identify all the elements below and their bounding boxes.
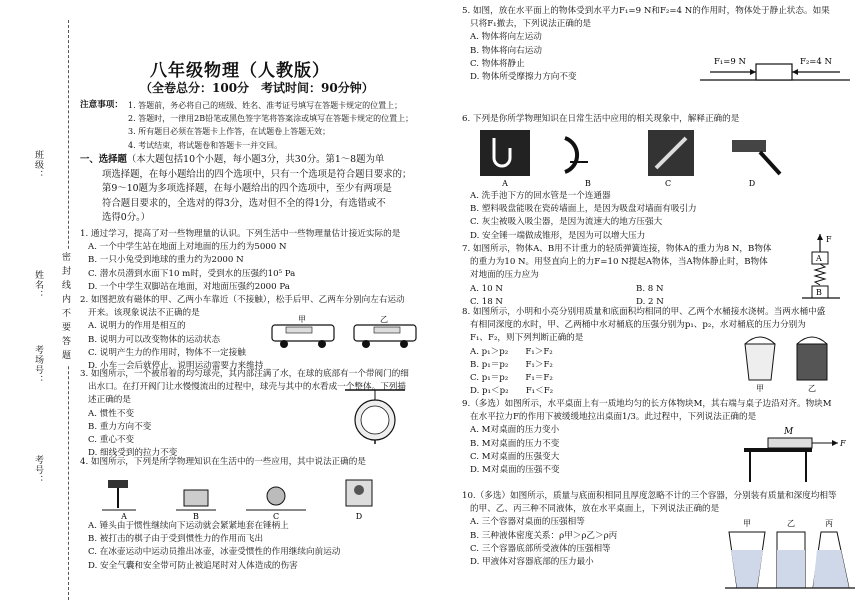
- bucket-label: 乙: [808, 384, 816, 393]
- fig-label: A: [502, 179, 508, 188]
- option: B. 一只小兔受到地球的重力约为2000 N: [88, 255, 244, 266]
- option: C. 潜水员潜到水面下10 m时，受到水的压强约10⁵ Pa: [88, 268, 296, 279]
- notice-block: [80, 99, 460, 152]
- exam-score-info: （全卷总分：100分 考试时间：90分钟）: [140, 81, 374, 95]
- section-heading: 一、选择题: [80, 154, 127, 165]
- option: A. 一个中学生站在地面上对地面的压力约为5000 N: [88, 242, 287, 253]
- question-stem: 4. 如图所示，下列是所学物理知识在生活中的一些应用，其中说法正确的是: [80, 457, 366, 467]
- option: A. p₁＞p₂ F₁＞F₂: [470, 346, 553, 357]
- fig-label: D: [355, 512, 363, 520]
- container-label: 甲: [743, 519, 751, 528]
- force-label-f1: F₁=9 N: [714, 57, 746, 67]
- option: A. 说明力的作用是相互的: [88, 321, 186, 332]
- question-stem: 1. 通过学习，提高了对一些物理量的认识。下列生活中一些物理量估计接近实际的是: [80, 229, 401, 239]
- binding-margin: [0, 0, 60, 608]
- fig-label: C: [272, 512, 280, 520]
- drain-pipe-figure: [480, 130, 530, 176]
- section-intro: 选得0分。）: [102, 212, 151, 224]
- option: C. p₁＝p₂ F₁＝F₂: [470, 373, 553, 384]
- option: D. 甲液体对容器底部的压力最小: [470, 557, 594, 568]
- option: C. 在冰壶运动中运动员推出冰壶，冰壶受惯性的作用继续向前运动: [88, 547, 341, 558]
- bucket-label: 甲: [756, 384, 764, 393]
- notice-item: 4. 考试结束，将试题卷和答题卡一并交回。: [128, 140, 283, 150]
- seal-text: 密封线内不要答题: [60, 252, 70, 364]
- question-1: [80, 228, 455, 294]
- class-label: 班级：: [33, 150, 43, 180]
- option: A. 洗手池下方的回水管是一个连通器: [470, 191, 611, 201]
- question-stem: 5. 如图，放在水平面上的物体受到水平力F₁=9 N和F₂=4 N的作用时，物体处于静止状态。如果: [462, 6, 830, 16]
- option: A. 锤头由于惯性继续向下运动就会紧紧地套在锤柄上: [88, 521, 289, 531]
- question-stem: 有相同深度的水时，甲、乙两桶中水对桶底的压强分别为p₁、p₂，水对桶底的压力分别为: [470, 320, 806, 331]
- cars-figure: [262, 313, 442, 353]
- question-stem: 在水平拉力F的作用下被缓缓地拉出桌面1/3。此过程中，下列说法正确的是: [470, 412, 757, 423]
- container-label: 丙: [825, 519, 833, 528]
- option: C. 说明产生力的作用时，物体不一定接触: [88, 347, 246, 358]
- buckets-figure: [735, 334, 845, 394]
- option: D. 小车一会后就停止，说明运动需要力来维持: [88, 361, 264, 372]
- question-stem: 6. 下列是你所学物理知识在日常生活中应用的相关现象中，解释正确的是: [462, 114, 740, 124]
- airbag-figure: [346, 480, 372, 506]
- notice-item: 1. 答题前，务必将自己的班级、姓名、准考证号填写在答题卡规定的位置上；: [128, 101, 403, 110]
- question-stem: 出水口。在打开阀门让水慢慢流出的过程中，球壳与其中的水看成一个整体。下列描: [88, 382, 406, 393]
- question-stem: 3. 如图所示，一个被吊着的均匀球壳，其内部注满了水，在球的底部有一个带阀门的细: [80, 369, 409, 379]
- seat-label: 考场号：: [33, 345, 43, 385]
- question-stem: 对地面的压力应为: [470, 270, 539, 281]
- spring-figure: [800, 232, 844, 304]
- exam-no-label: 考号：: [33, 455, 43, 485]
- force-label: F: [826, 235, 832, 244]
- question-stem: 2. 如图把放有磁体的甲、乙两小车靠近（不接触），松手后甲、乙两车分别向左右运动: [80, 295, 405, 305]
- option: D. M对桌面的压强不变: [470, 465, 560, 476]
- option: C. 物体将静止: [470, 58, 525, 69]
- block-label: B: [816, 288, 822, 297]
- fig-label: A: [121, 512, 127, 520]
- car-label-yi: 乙: [380, 315, 388, 324]
- option: B. 说明力可以改变物体的运动状态: [88, 334, 221, 345]
- question-stem: 述正确的是: [88, 395, 131, 406]
- force-label: F: [840, 439, 846, 448]
- option: A. 惯性不变: [88, 408, 135, 419]
- option: D. p₁＜p₂ F₁＜F₂: [470, 386, 554, 397]
- option: D. 2 N: [636, 296, 664, 307]
- option: D. 一个中学生双脚站在地面，对地面压强约2000 Pa: [88, 281, 290, 292]
- option: B. 8 N: [636, 283, 664, 294]
- question-stem: F₁、F₂，则下列判断正确的是: [470, 333, 584, 344]
- option: D. 安全气囊和安全带可防止被追尾时对人体造成的伤害: [88, 560, 298, 571]
- question-stem: 8. 如图所示，小明和小亮分别用质量和底面积均相同的甲、乙两个水桶接水浇树。当两水桶中盛: [462, 307, 826, 317]
- section-intro: 项选择题，在每小题给出的四个选项中，只有一个选项是符合题目要求的；: [102, 168, 412, 180]
- option: B. p₁＝p₂ F₁＞F₂: [470, 359, 553, 370]
- force-label-f2: F₂=4 N: [800, 57, 832, 67]
- option: A. 10 N: [470, 283, 503, 294]
- option: B. 塑料吸盘能吸在瓷砖墙面上，是因为吸盘对墙面有吸引力: [470, 204, 697, 215]
- suction-cup-figure: [565, 138, 588, 172]
- option: D. 安全锤一端做成锥形，是因为可以增大压力: [470, 230, 646, 241]
- option: C. 重心不变: [88, 435, 135, 446]
- question-6: [462, 113, 854, 126]
- block-label: M: [784, 427, 794, 437]
- option: D. 细线受到的拉力不变: [88, 448, 178, 459]
- section-1: [80, 153, 455, 226]
- page-title: 八年级物理（人教版）: [150, 61, 330, 81]
- fig-label: D: [748, 179, 756, 188]
- option: C. 三个容器底部所受液体的压强相等: [470, 543, 611, 554]
- block-label: A: [816, 254, 822, 263]
- sphere-figure: [335, 388, 415, 446]
- q5-force-figure: [700, 52, 850, 84]
- option: C. 灰尘被吸入吸尘器，是因为流速大的地方压强大: [470, 217, 663, 228]
- option: D. 物体所受摩擦力方向不变: [470, 72, 577, 83]
- option: B. 三种液体密度关系：ρ甲＞ρ乙＞ρ丙: [470, 530, 618, 541]
- section-intro: （本大题包括10个小题，每小题3分，共30分。第1～8题为单: [126, 154, 385, 165]
- car-label-jia: 甲: [298, 315, 306, 324]
- question-4: [80, 456, 455, 469]
- fig-label: B: [585, 179, 591, 188]
- notice-item: 2. 答题时，一律用2B铅笔或黑色签字笔将答案涂或填写在答题卡规定的位置上；: [128, 114, 414, 124]
- option: B. M对桌面的压力不变: [470, 438, 560, 449]
- safety-hammer-figure: [732, 140, 780, 174]
- option: B. 重力方向不变: [88, 421, 152, 432]
- hammer-figure: [102, 480, 136, 510]
- option: C. 18 N: [470, 296, 503, 307]
- question-stem: 9.（多选）如图所示，水平桌面上有一质地均匀的长方体物块M，其右端与桌子边沿对齐。物块M: [462, 399, 832, 409]
- question-6-options: [462, 190, 854, 243]
- curling-figure: [246, 487, 306, 510]
- notice-item: 3. 所有题目必须在答题卡上作答，在试题卷上答题无效；: [128, 127, 331, 137]
- question-stem: 10.（多选）如图所示，质量与底面积相同且厚度忽略不计的三个容器，分别装有质量和深度均相等: [462, 491, 837, 501]
- option: C. M对桌面的压强变大: [470, 451, 560, 462]
- containers-figure: [725, 516, 855, 602]
- section-intro: 符合题目要求的，全选对的得3分，选对但不全的得1分，有选错或不: [102, 197, 386, 209]
- question-stem: 7. 如图所示，物体A、B用不计重力的轻质弹簧连接，物体A的重力为8 N，B物体: [462, 244, 772, 254]
- question-stem: 的重力为10 N。用竖直向上的力F=10 N提起A物体，当A物体静止时，B物体: [470, 257, 768, 268]
- fig-label: B: [193, 512, 199, 520]
- vacuum-figure: [648, 130, 694, 176]
- q6-figures: [470, 128, 810, 188]
- question-7: [462, 243, 802, 309]
- option: A. 三个容器对桌面的压强相等: [470, 517, 585, 528]
- q4-figures: [96, 472, 386, 520]
- option: B. 被打击的棋子由于受到惯性力的作用而飞出: [88, 534, 264, 545]
- option: A. M对桌面的压力变小: [470, 425, 560, 436]
- notice-label: 注意事项：: [80, 100, 123, 110]
- fig-label: C: [664, 179, 672, 188]
- question-stem: 只将F₁撤去，下列说法正确的是: [470, 19, 592, 30]
- question-stem: 开来。该现象说法不正确的是: [88, 308, 200, 319]
- name-label: 姓名：: [33, 270, 43, 300]
- question-4-options: [80, 520, 455, 573]
- container-label: 乙: [787, 519, 795, 528]
- chess-figure: [176, 490, 216, 510]
- option: A. 物体将向左运动: [470, 32, 542, 43]
- section-intro: 第9～10题为多项选择题，在每小题给出的四个选项中，至少有两项是: [102, 183, 392, 195]
- table-figure: [740, 424, 850, 484]
- question-stem: 的甲、乙、丙三种不同液体，放在水平桌面上，下列说法正确的是: [470, 504, 720, 515]
- option: B. 物体将向右运动: [470, 45, 542, 56]
